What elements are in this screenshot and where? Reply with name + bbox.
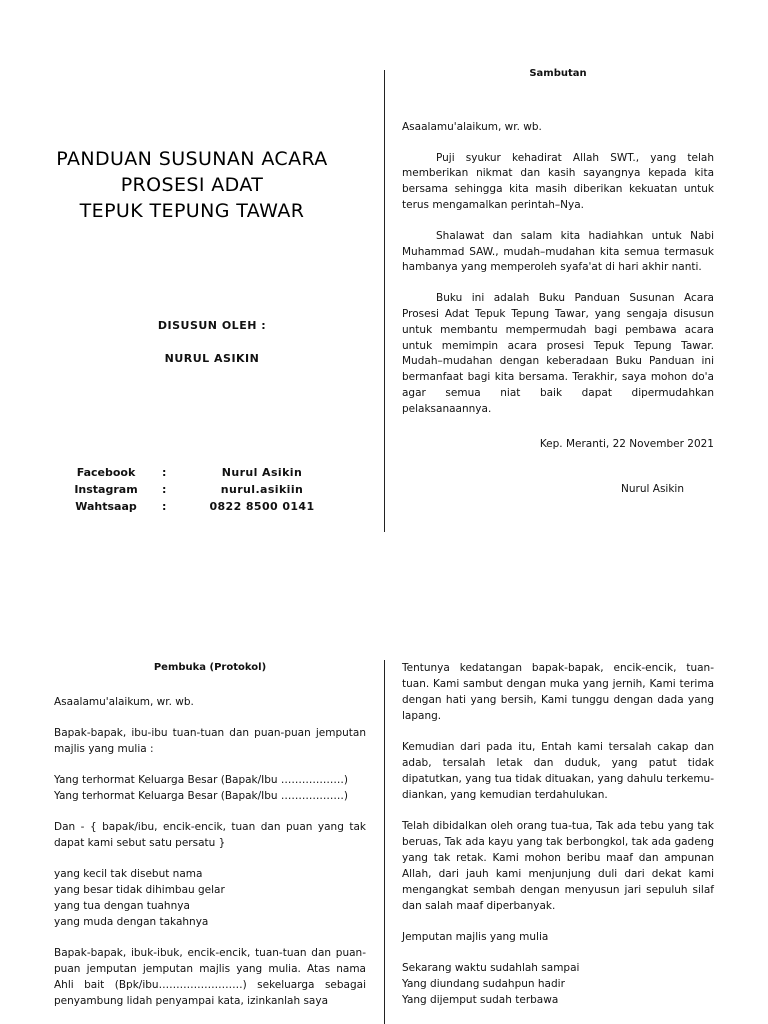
contact-row-instagram: [56, 481, 356, 498]
contact-value: nurul.asikiin: [220, 483, 304, 496]
honor-list: [54, 772, 366, 804]
signature-name: Nurul Asikin: [621, 483, 684, 496]
continuation-page: [402, 660, 714, 1023]
verse-line: yang besar tidak dihimbau gelar: [54, 884, 225, 896]
honor-line: Yang terhormat Keluarga Besar (Bapak/Ibu ………………): [54, 790, 349, 802]
pembuka-page: [54, 660, 366, 1024]
paragraph: Buku ini adalah Buku Panduan Susunan Acara Prosesi Adat Tepuk Tepung Tawar, yang sengaja disusun untuk membantu mempermudah bagi pembawa acara untuk memimpin acara prosesi Tepuk Tepung Tawar. Mudah–mudahan dengan keberadaan Buku Panduan ini bermanfaat bagi kita bersama. Terakhir, saya mohon do'a agar semua niat baik dapat dipermudahkan pelaksanaannya.: [402, 292, 714, 415]
author-name: NURUL ASIKIN: [164, 352, 260, 365]
verse-block: [402, 960, 714, 1008]
greeting: Asaalamu'alaikum, wr. wb.: [402, 120, 542, 133]
section-heading: Pembuka (Protokol): [153, 662, 267, 673]
page-divider-bottom: [384, 660, 385, 1024]
verse-line: Sekarang waktu sudahlah sampai: [402, 962, 580, 974]
byline-label: DISUSUN OLEH :: [157, 319, 267, 332]
contact-separator: :: [162, 500, 167, 513]
contact-value: Nurul Asikin: [221, 466, 303, 479]
contact-value: 0822 8500 0141: [209, 500, 315, 513]
place-date: Kep. Meranti, 22 November 2021: [539, 437, 714, 450]
honor-line: Yang terhormat Keluarga Besar (Bapak/Ibu ………………): [54, 774, 349, 786]
greeting: Asaalamu'alaikum, wr. wb.: [54, 696, 194, 708]
title-line-2: PROSESI ADAT: [120, 174, 264, 196]
contact-row-facebook: [56, 464, 356, 481]
contact-row-whatsapp: [56, 498, 356, 515]
contact-list: [56, 464, 356, 515]
address-paragraph: Bapak-bapak, ibu-ibu tuan-tuan dan puan-puan jemputan majlis yang mulia :: [54, 727, 366, 755]
paragraph: Telah dibidalkan oleh orang tua-tua, Tak ada tebu yang tak beruas, Tak ada kayu yang tak berbongkol, tak ada gadeng yang tak retak. Kami mohon beribu maaf dan ampunan Allah, dari jauh kami menjunjung duli dari dekat kami mengangkat sembah dengan menyusun jari sepuluh silaf dan salah maaf diperbanyak.: [402, 820, 714, 912]
title-line-3: TEPUK TEPUNG TAWAR: [79, 200, 305, 222]
paragraph: Puji syukur kehadirat Allah SWT., yang telah memberikan nikmat dan kasih sayangnya kepada kita bersama sehingga kita masih diberikan kekuatan untuk terus mengamalkan perintah–Nya.: [402, 151, 714, 211]
verse-line: yang kecil tak disebut nama: [54, 868, 203, 880]
contact-separator: :: [162, 483, 167, 496]
verse-line: yang tua dengan tuahnya: [54, 900, 190, 912]
contact-label: Instagram: [74, 483, 138, 496]
verse-line: Yang dijemput sudah terbawa: [402, 994, 559, 1006]
sambutan-page: [402, 66, 714, 498]
page-divider-top: [384, 70, 385, 532]
paragraph: Shalawat dan salam kita hadiahkan untuk Nabi Muhammad SAW., mudah–mudahan kita semua termasuk hambanya yang memperoleh syafa'at di hari akhir nanti.: [402, 229, 714, 274]
cover-page: [0, 0, 384, 540]
paragraph: Jemputan majlis yang mulia: [402, 931, 549, 943]
title-line-1: PANDUAN SUSUNAN ACARA: [56, 148, 328, 170]
section-heading: Sambutan: [529, 68, 587, 79]
contact-label: Wahtsaap: [75, 500, 137, 513]
closing-paragraph: Bapak-bapak, ibuk-ibuk, encik-encik, tuan-tuan dan puan-puan jemputan jemputan majlis yang mulia. Atas nama Ahli bait (Bpk/ibu……………………) sekeluarga sebagai penyambung lidah penyampai kata, izinkanlah saya: [54, 947, 366, 1007]
document-title: [20, 146, 364, 224]
verse-line: yang muda dengan takahnya: [54, 916, 209, 928]
dan-paragraph: Dan - { bapak/ibu, encik-encik, tuan dan puan yang tak dapat kami sebut satu persatu }: [54, 821, 366, 849]
verse-block: [54, 866, 366, 930]
contact-separator: :: [162, 466, 167, 479]
verse-line: Yang diundang sudahpun hadir: [402, 978, 565, 990]
paragraph: Kemudian dari pada itu, Entah kami tersalah cakap dan adab, tersalah letak dan duduk, yang patut tidak dipatutkan, yang tua tidak dituakan, yang dahulu terkemu- diankan, yang kemudian terdahulukan.: [402, 741, 714, 801]
contact-label: Facebook: [76, 466, 136, 479]
paragraph: Tentunya kedatangan bapak-bapak, encik-encik, tuan-tuan. Kami sambut dengan muka yang jernih, Kami terima dengan hati yang bersih, Kami tunggu dengan dada yang lapang.: [402, 662, 714, 722]
